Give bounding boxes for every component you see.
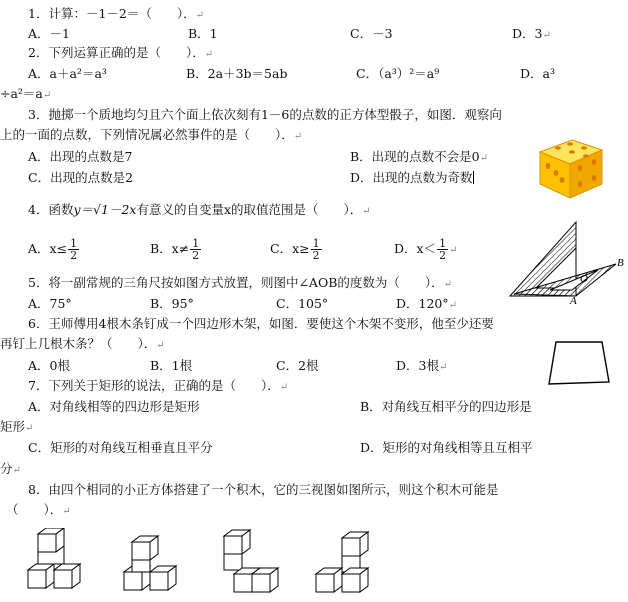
block-figure-b[interactable] xyxy=(118,528,214,600)
q4-formula: y＝√1－2x xyxy=(73,202,137,217)
q6-option-a[interactable]: A．0根 xyxy=(28,358,70,373)
triangle-rulers-figure xyxy=(506,218,628,304)
block-figure-a[interactable] xyxy=(22,528,118,600)
quadrilateral-frame-figure xyxy=(546,336,612,390)
q2-stem-continuation: ÷a²＝a↵ xyxy=(0,86,52,101)
q3-option-d[interactable]: D．出现的点数为奇数 xyxy=(350,170,473,185)
q3-stem-line1: 3．抛掷一个质地均匀且六个面上依次刻有1－6的点数的正方体型骰子，如图．观察向 xyxy=(28,107,502,122)
q3-option-c[interactable]: C．出现的点数是2 xyxy=(28,170,134,185)
q7-stem: 7．下列关于矩形的说法，正确的是（ ）．↵ xyxy=(28,378,289,393)
q2-option-b[interactable]: B．2a＋3b＝5ab xyxy=(186,66,288,81)
q7-option-b[interactable]: B．对角线互相平分的四边形是 xyxy=(360,399,532,414)
q4-stem: 4．函数y＝√1－2x有意义的自变量x的取值范围是（ ）．↵ xyxy=(28,202,371,217)
label-o: O xyxy=(580,273,588,285)
q4-option-a[interactable]: A．x≤ $\frac{1}{2}$ xyxy=(28,237,78,262)
q2-option-d[interactable]: D．a³ xyxy=(520,66,555,81)
q4-option-b[interactable]: B．x≠ $\frac{1}{2}$ xyxy=(150,237,200,262)
q1-option-b[interactable]: B．1 xyxy=(188,26,218,41)
q7-option-a[interactable]: A．对角线相等的四边形是矩形 xyxy=(28,399,200,414)
q1-stem: 1．计算：－1－2＝（ ）．↵ xyxy=(28,6,204,21)
q6-option-b[interactable]: B．1根 xyxy=(150,358,193,373)
q4-option-c[interactable]: C．x≥ $\frac{1}{2}$ xyxy=(270,237,320,262)
q6-option-c[interactable]: C．2根 xyxy=(276,358,319,373)
q2-option-c[interactable]: C．（a³）²＝a⁹ xyxy=(356,66,440,81)
q8-stem-continuation: （ ）．↵ xyxy=(6,502,71,517)
q7-option-d[interactable]: D．矩形的对角线相等且互相平 xyxy=(360,440,533,455)
text-cursor xyxy=(473,171,474,184)
label-b: B xyxy=(617,257,624,269)
q6-option-d[interactable]: D．3根↵ xyxy=(396,358,448,373)
q7-option-b-continuation: 矩形↵ xyxy=(0,419,34,434)
q5-option-b[interactable]: B．95° xyxy=(150,296,194,311)
q8-stem: 8．由四个相同的小正方体搭建了一个积木，它的三视图如图所示，则这个积木可能是 xyxy=(28,482,499,497)
q3-option-b[interactable]: B．出现的点数不会是0↵ xyxy=(350,149,489,164)
q3-option-a[interactable]: A．出现的点数是7 xyxy=(28,149,133,164)
q1-option-d[interactable]: D．3↵ xyxy=(512,26,551,41)
q6-stem-line2: 再钉上几根木条？（ ）．↵ xyxy=(0,336,165,351)
q4-option-d[interactable]: D．x＜ $\frac{1}{2}$ ↵ xyxy=(394,237,458,262)
q6-stem-line1: 6．王师傅用4根木条钉成一个四边形木架，如图．要使这个木架不变形，他至少还要 xyxy=(28,316,494,331)
q5-stem: 5．将一副常规的三角尺按如图方式放置，则图中∠AOB的度数为（ ）．↵ xyxy=(28,275,453,290)
label-a: A xyxy=(570,295,577,304)
block-figure-d[interactable] xyxy=(310,528,406,600)
q2-stem: 2．下列运算正确的是（ ）．↵ xyxy=(28,45,214,60)
q2-option-a[interactable]: A．a＋a²＝a³ xyxy=(28,66,107,81)
q1-option-a[interactable]: A．－1 xyxy=(28,26,70,41)
block-figure-c[interactable] xyxy=(214,528,310,600)
q5-option-d[interactable]: D．120°↵ xyxy=(396,296,458,311)
q1-option-c[interactable]: C．－3 xyxy=(350,26,393,41)
q3-stem-line2: 上的一面的点数，下列情况属必然事件的是（ ）．↵ xyxy=(0,127,303,142)
q7-option-d-continuation: 分↵ xyxy=(0,461,21,476)
dice-figure xyxy=(536,136,606,200)
q5-option-c[interactable]: C．105° xyxy=(276,296,329,311)
q5-option-a[interactable]: A．75° xyxy=(28,296,72,311)
q7-option-c[interactable]: C．矩形的对角线互相垂直且平分 xyxy=(28,440,213,455)
